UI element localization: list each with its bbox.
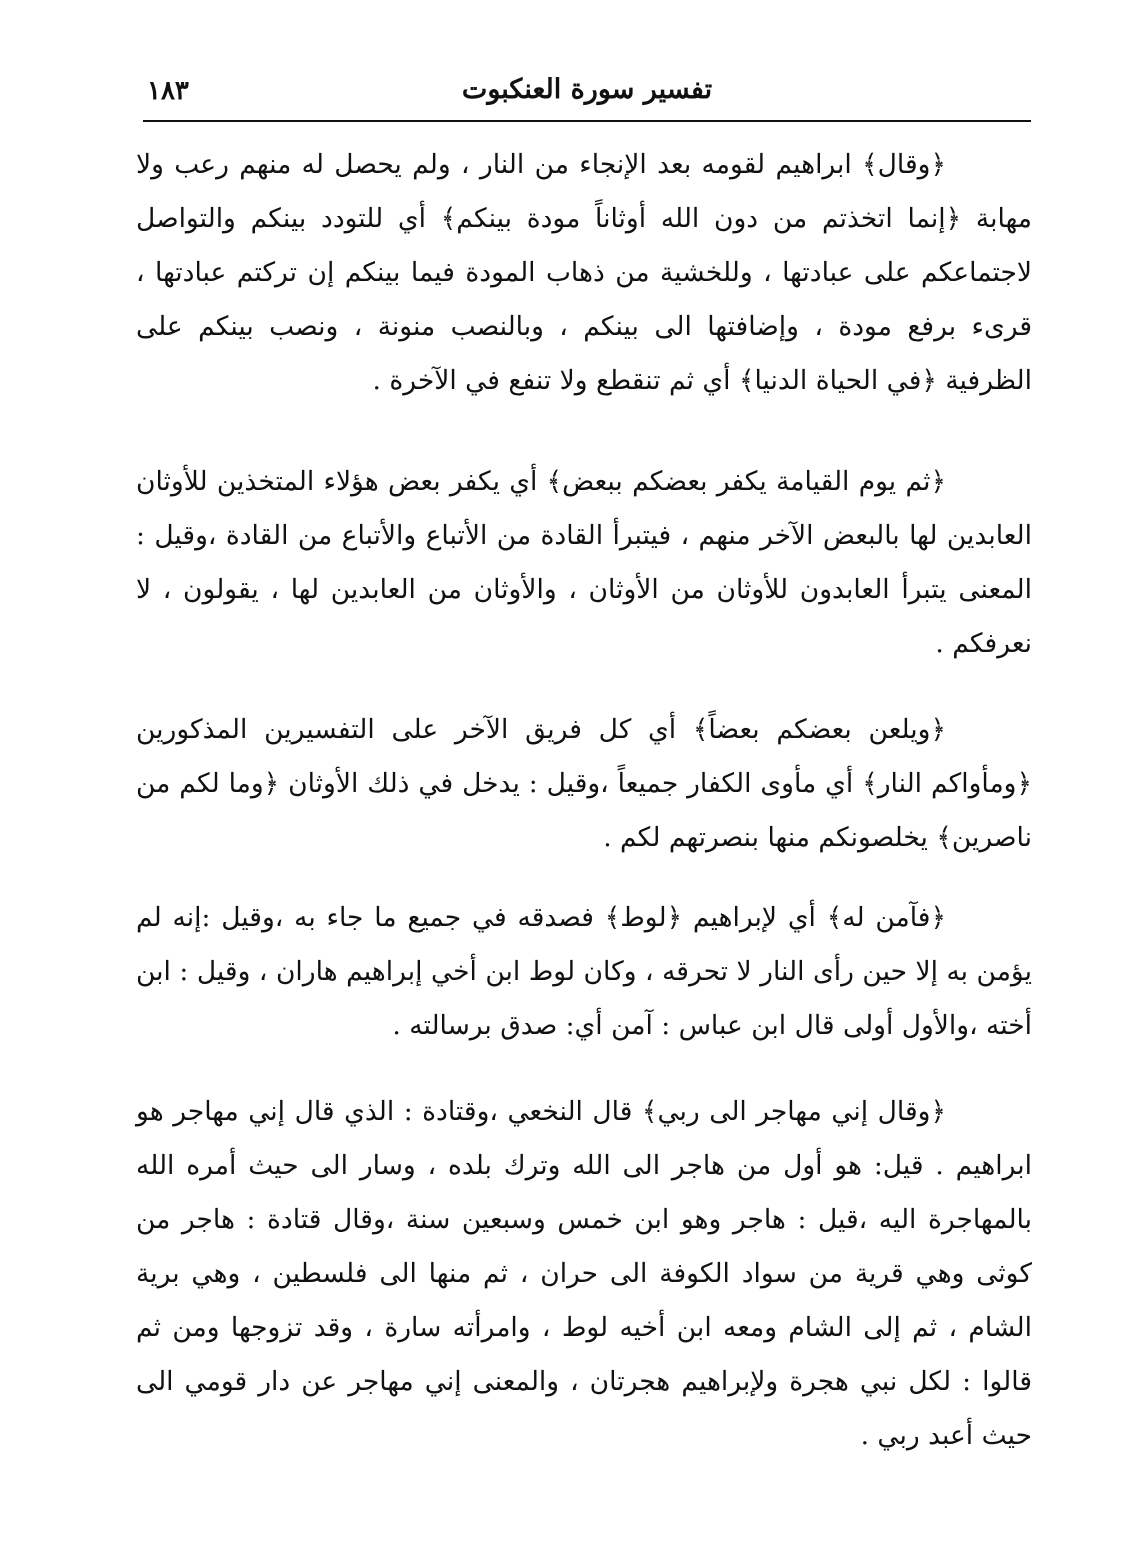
paragraph-1: ﴿وقال﴾ ابراهيم لقومه بعد الإنجاء من النار ، ولم يحصل له منهم رعب ولا مهابة ﴿إنما اتخذتم من دون الله أوثاناً مودة بينكم﴾ أي للتودد بينكم والتواصل لاجتماعكم على عبادتها ، وللخشية من ذهاب المودة فيما بينكم إن تركتم عبادتها ، قرىء برفع مودة ، وإضافتها الى بينكم ، وبالنصب منونة ، ونصب بينكم على الظرفية ﴿في الحياة الدنيا﴾ أي ثم تنقطع ولا تنفع في الآخرة . <box>136 149 1032 396</box>
header-title: تفسير سورة العنكبوت <box>461 74 713 105</box>
page-number: ١٨٣ <box>147 76 189 106</box>
paragraph-2: ﴿ثم يوم القيامة يكفر بعضكم ببعض﴾ أي يكفر بعض هؤلاء المتخذين للأوثان العابدين لها بالبعض الآخر منهم ، فيتبرأ القادة من الأتباع والأتباع من القادة ،وقيل : المعنى يتبرأ العابدون للأوثان من الأوثان ، والأوثان من العابدين لها ، يقولون ، لا نعرفكم . <box>136 466 1032 659</box>
running-header <box>143 68 1031 118</box>
paragraph-3: ﴿ويلعن بعضكم بعضاً﴾ أي كل فريق الآخر على التفسيرين المذكورين ﴿ومأواكم النار﴾ أي مأوى الكفار جميعاً ،وقيل : يدخل في ذلك الأوثان ﴿وما لكم من ناصرين﴾ يخلصونكم منها بنصرتهم لكم . <box>136 714 1032 853</box>
paragraph-4: ﴿فآمن له﴾ أي لإبراهيم ﴿لوط﴾ فصدقه في جميع ما جاء به ،وقيل :إنه لم يؤمن به إلا حين رأى النار لا تحرقه ، وكان لوط ابن أخي إبراهيم هاران ، وقيل : ابن أخته ،والأول أولى قال ابن عباس : آمن أي: صدق برسالته . <box>136 902 1032 1041</box>
header-rule <box>143 120 1031 122</box>
paragraph-5: ﴿وقال إني مهاجر الى ربي﴾ قال النخعي ،وقتادة : الذي قال إني مهاجر هو ابراهيم . قيل: هو أول من هاجر الى الله وترك بلده ، وسار الى حيث أمره الله بالمهاجرة اليه ،قيل : هاجر وهو ابن خمس وسبعين سنة ،وقال قتادة : هاجر من كوثى وهي قرية من سواد الكوفة الى حران ، ثم منها الى فلسطين ، وهي برية الشام ، ثم إلى الشام ومعه ابن أخيه لوط ، وامرأته سارة ، وقد تزوجها ومن ثم قالوا : لكل نبي هجرة ولإبراهيم هجرتان ، والمعنى إني مهاجر عن دار قومي الى حيث أعبد ربي . <box>136 1096 1032 1451</box>
body-text <box>136 138 1032 1463</box>
